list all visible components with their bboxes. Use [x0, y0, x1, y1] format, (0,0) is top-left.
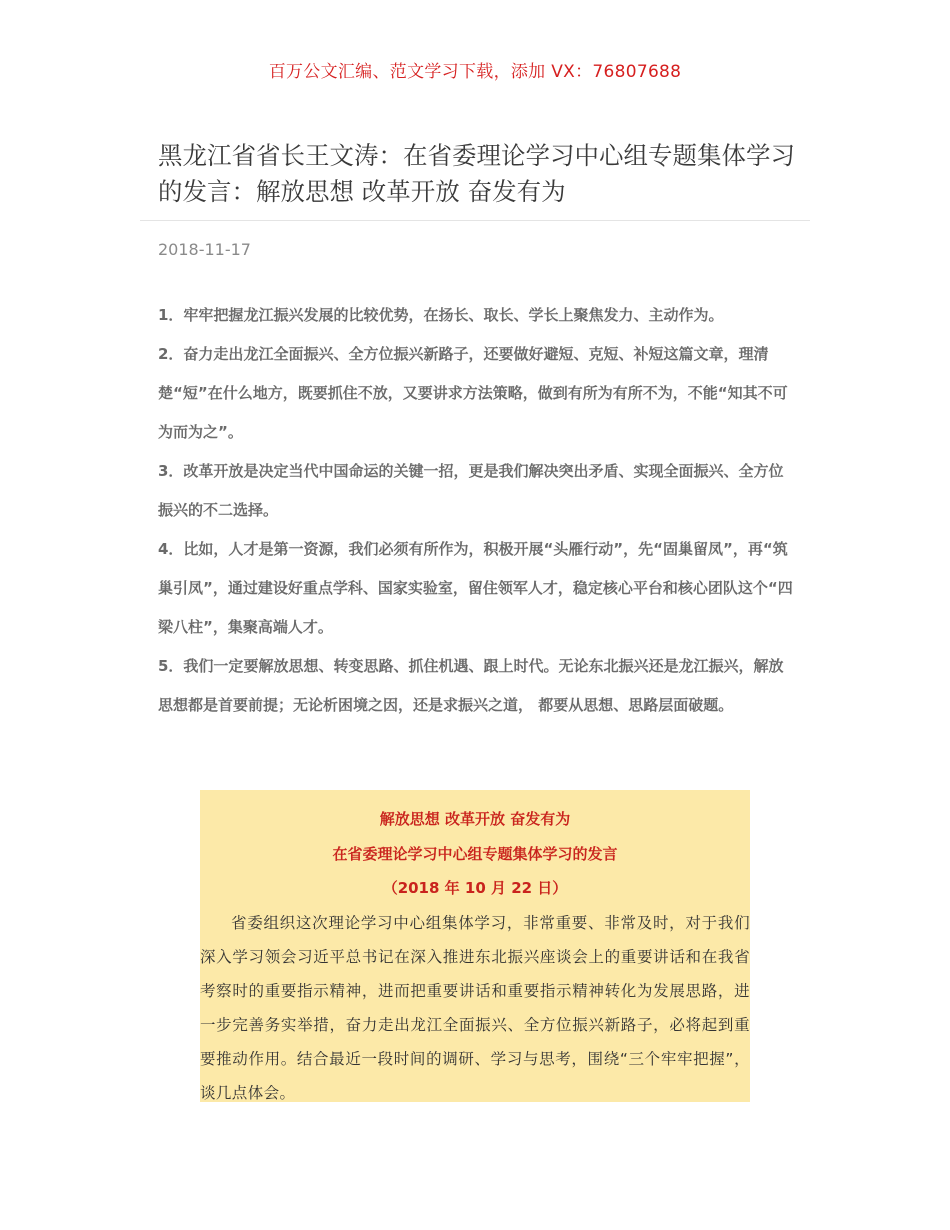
excerpt-heading: 解放思想 改革开放 奋发有为	[379, 810, 571, 828]
key-point: 1．牢牢把握龙江振兴发展的比较优势，在扬长、取长、学长上聚焦发力、主动作为。	[158, 306, 724, 324]
speech-excerpt	[200, 790, 750, 1102]
title-divider	[140, 220, 810, 221]
excerpt-date: （2018 年 10 月 22 日）	[382, 879, 568, 897]
key-point: 4．比如，人才是第一资源，我们必须有所作为，积极开展“头雁行动”，先“固巢留凤”，再“筑巢引凤”，通过建设好重点学科、国家实验室，留住领军人才，稳定核心平台和核心团队这个“四梁八柱”，集聚高端人才。	[158, 540, 793, 636]
key-point: 2．奋力走出龙江全面振兴、全方位振兴新路子，还要做好避短、克短、补短这篇文章，理清楚“短”在什么地方，既要抓住不放，又要讲求方法策略，做到有所为有所不为，不能“知其不可为而为之”。	[158, 345, 788, 441]
excerpt-subheading: 在省委理论学习中心组专题集体学习的发言	[332, 844, 618, 863]
article-title: 黑龙江省省长王文涛：在省委理论学习中心组专题集体学习的发言：解放思想 改革开放 奋发有为	[158, 141, 795, 206]
excerpt-body: 省委组织这次理论学习中心组集体学习，非常重要、非常及时，对于我们深入学习领会习近平总书记在深入推进东北振兴座谈会上的重要讲话和在我省考察时的重要指示精神，进而把重要讲话和重要指示精神转化为发展思路，进一步完善务实举措，奋力走出龙江全面振兴、全方位振兴新路子，必将起到重要推动作用。结合最近一段时间的调研、学习与思考，围绕“三个牢牢把握”， 谈几点体会。	[200, 913, 750, 1102]
promo-banner: 百万公文汇编、范文学习下载，添加 VX：76807688	[268, 62, 682, 82]
key-point: 5．我们一定要解放思想、转变思路、抓住机遇、跟上时代。无论东北振兴还是龙江振兴，解放思想都是首要前提；无论析困境之因，还是求振兴之道， 都要从思想、思路层面破题。	[158, 657, 784, 714]
key-points	[158, 296, 794, 725]
publish-date: 2018-11-17	[158, 240, 251, 259]
key-point: 3．改革开放是决定当代中国命运的关键一招，更是我们解决突出矛盾、实现全面振兴、全方位振兴的不二选择。	[158, 462, 784, 519]
